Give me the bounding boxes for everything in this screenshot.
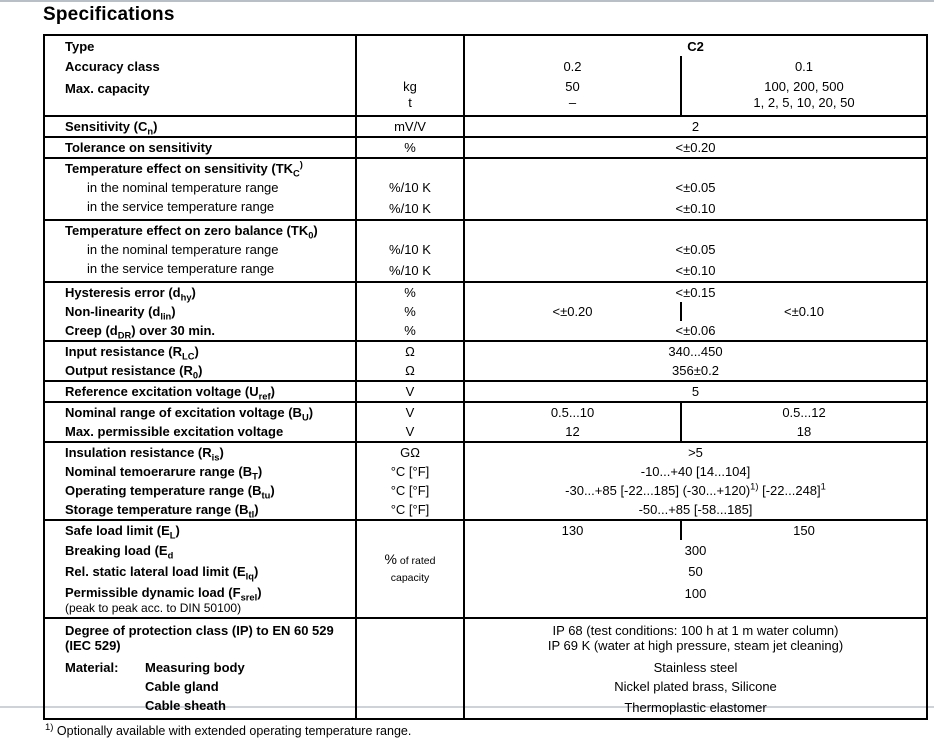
row-insulation	[44, 442, 927, 462]
max-excitation-value-right: 18	[681, 422, 927, 442]
row-storage-temp	[44, 500, 927, 520]
tkc-label: Temperature effect on sensitivity ($TK_C^)$	[44, 158, 356, 178]
page-title: Specifications	[43, 4, 175, 25]
insulation-label: Insulation resistance $(R_{is})$	[44, 442, 356, 462]
operating-temp-unit: °C [°F]	[356, 481, 464, 500]
tolerance-label: Tolerance on sensitivity	[44, 137, 356, 158]
insulation-unit: GΩ	[356, 442, 464, 462]
max-excitation-label: Max. permissible excitation voltage	[65, 424, 284, 439]
tk0-nominal-unit: %/10 K	[356, 240, 464, 259]
row-reference-voltage	[44, 381, 927, 402]
accuracy-unit-empty	[356, 56, 464, 77]
tolerance-unit: %	[356, 137, 464, 158]
row-sensitivity	[44, 116, 927, 137]
accuracy-label: Accuracy class	[65, 59, 160, 74]
row-tkc-header	[44, 158, 927, 178]
material-gland-value: Nickel plated brass, Silicone	[614, 679, 777, 694]
operating-temp-label: Operating temperature range $(B_{tu})$	[65, 483, 275, 501]
row-output-resistance	[44, 361, 927, 381]
nonlinearity-label: Non-linearity $(d_{lin})$	[65, 304, 176, 322]
max-excitation-value-left: 12	[565, 424, 580, 439]
specifications-table	[43, 34, 928, 720]
safe-load-value-left: 130	[464, 520, 681, 540]
type-unit-empty	[356, 35, 464, 56]
storage-temp-value: -50...+85 [-58...185]	[638, 502, 753, 517]
capacity-value-right: 100, 200, 500 1, 2, 5, 10, 20, 50	[681, 77, 927, 116]
lateral-load-label: Rel. static lateral load limit $(E_{lq})$	[65, 564, 259, 582]
tk0-unit-empty	[356, 220, 464, 240]
row-hysteresis	[44, 282, 927, 302]
row-input-resistance	[44, 341, 927, 361]
material-gland-unit-empty	[356, 677, 464, 696]
input-resistance-label: Input resistance $(R_{LC})$	[44, 341, 356, 361]
row-max-excitation	[44, 422, 927, 442]
row-nominal-temp	[44, 462, 927, 481]
reference-voltage-value: 5	[464, 381, 927, 402]
row-tkc-service	[44, 197, 927, 220]
row-tk0-header	[44, 220, 927, 240]
safe-load-value-right: 150	[681, 520, 927, 540]
type-value: C2	[687, 38, 704, 54]
accuracy-value-right: 0.1	[681, 56, 927, 77]
footnote-text: Optionally available with extended operating temperature range.	[53, 724, 412, 738]
output-resistance-label: Output resistance $(R_0)$	[65, 363, 203, 381]
storage-temp-unit: °C [°F]	[356, 500, 464, 520]
tkc-service-unit: %/10 K	[356, 197, 464, 220]
type-label: Type	[65, 38, 95, 54]
nominal-excitation-value-right: 0.5...12	[681, 402, 927, 422]
insulation-value: >5	[464, 442, 927, 462]
nominal-temp-value: -10...+40 [14...104]	[640, 464, 751, 479]
tkc-service-value: <±0.10	[675, 200, 716, 216]
protection-label: Degree of protection class (IP) to EN 60 529 (IEC 529)	[44, 618, 356, 658]
nonlinearity-unit: %	[356, 302, 464, 321]
material-body-label: Material: Measuring body	[65, 660, 245, 675]
tkc-nominal-value: <±0.05	[675, 180, 716, 195]
row-type	[44, 35, 927, 56]
row-nominal-excitation	[44, 402, 927, 422]
reference-voltage-unit: V	[356, 381, 464, 402]
breaking-load-label: Breaking load ($E_d$	[65, 543, 174, 561]
dynamic-load-label: Permissible dynamic load $(F_{srel})$ (peak to peak acc. to DIN 50100)	[65, 585, 262, 615]
safe-load-label: Safe load limit $(E_L)$	[44, 520, 356, 540]
creep-label: Creep $(d_{DR})$ over 30 min.	[65, 323, 216, 341]
hysteresis-unit: %	[356, 282, 464, 302]
material-body-value: Stainless steel	[653, 660, 738, 675]
nonlinearity-value-right: <±0.10	[681, 302, 927, 321]
material-sheath-unit-empty	[356, 696, 464, 719]
row-tkc-nominal	[44, 178, 927, 197]
material-body-unit-empty	[356, 658, 464, 677]
tkc-value-empty	[464, 158, 927, 178]
creep-unit: %	[356, 321, 464, 341]
tk0-service-value: <±0.10	[675, 262, 716, 278]
tkc-unit-empty	[356, 158, 464, 178]
nominal-excitation-value-left: 0.5...10	[464, 402, 681, 422]
row-max-capacity	[44, 77, 927, 116]
tk0-service-unit: %/10 K	[356, 259, 464, 282]
material-sheath-value: Thermoplastic elastomer	[624, 699, 767, 715]
tk0-nominal-value: <±0.05	[675, 242, 716, 257]
row-material-body	[44, 658, 927, 677]
sensitivity-unit: mV/V	[356, 116, 464, 137]
protection-value: IP 68 (test conditions: 100 h at 1 m water column) IP 69 K (water at high pressure, steam jet cleaning)	[464, 618, 927, 658]
hysteresis-value: <±0.15	[464, 282, 927, 302]
row-tk0-nominal	[44, 240, 927, 259]
row-operating-temp	[44, 481, 927, 500]
nonlinearity-value-left: <±0.20	[552, 304, 593, 319]
row-accuracy-class	[44, 56, 927, 77]
max-excitation-unit: V	[356, 422, 464, 442]
dynamic-load-value: 100	[684, 586, 707, 601]
row-material-gland	[44, 677, 927, 696]
accuracy-value-left: 0.2	[563, 59, 582, 74]
row-creep	[44, 321, 927, 341]
row-nonlinearity	[44, 302, 927, 321]
row-material-sheath	[44, 696, 927, 719]
breaking-load-value: 300	[684, 543, 707, 558]
tolerance-value: <±0.20	[464, 137, 927, 158]
nominal-temp-unit: °C [°F]	[356, 462, 464, 481]
tk0-nominal-label: in the nominal temperature range	[87, 242, 279, 257]
capacity-label: Max. capacity	[65, 81, 150, 96]
output-resistance-value: 356±0.2	[672, 363, 719, 378]
row-breaking-load	[44, 540, 927, 561]
tk0-service-label: in the service temperature range	[87, 261, 275, 276]
material-sheath-label: Cable sheath	[145, 698, 226, 713]
row-lateral-load	[44, 561, 927, 582]
input-resistance-unit: Ω	[356, 341, 464, 361]
output-resistance-unit: Ω	[356, 361, 464, 381]
row-protection	[44, 618, 927, 658]
tk0-value-empty	[464, 220, 927, 240]
capacity-value-left: 50 –	[565, 79, 580, 110]
tk0-label: Temperature effect on zero balance $(TK_0)$	[44, 220, 356, 240]
load-group-unit: % of rated capacity	[356, 520, 464, 618]
sensitivity-label: Sensitivity $(C_n)$	[44, 116, 356, 137]
creep-value: <±0.06	[675, 323, 716, 338]
row-safe-load	[44, 520, 927, 540]
footnote-marker: 1)	[45, 721, 54, 733]
sensitivity-value: 2	[464, 116, 927, 137]
tkc-nominal-unit: %/10 K	[356, 178, 464, 197]
row-dynamic-load	[44, 582, 927, 618]
hysteresis-label: Hysteresis error $(d_{hy})$	[44, 282, 356, 302]
tkc-nominal-label: in the nominal temperature range	[87, 180, 279, 195]
row-tolerance	[44, 137, 927, 158]
nominal-excitation-label: Nominal range of excitation voltage $(B_U)$	[44, 402, 356, 422]
tkc-service-label: in the service temperature range	[87, 199, 275, 214]
nominal-temp-label: Nominal temoerarure range $(B_T)$	[65, 464, 263, 482]
nominal-excitation-unit: V	[356, 402, 464, 422]
storage-temp-label: Storage temperature range $(B_{tl})$	[65, 502, 259, 520]
input-resistance-value: 340...450	[464, 341, 927, 361]
reference-voltage-label: Reference excitation voltage $(U_{ref})$	[44, 381, 356, 402]
row-tk0-service	[44, 259, 927, 282]
protection-unit-empty	[356, 618, 464, 658]
operating-temp-value: -30...+85 [-22...185] $(-30...+120)^{1)}$ $[-22...248]^1$	[565, 481, 826, 498]
material-gland-label: Cable gland	[145, 679, 219, 694]
footnote	[45, 721, 934, 738]
lateral-load-value: 50	[688, 564, 703, 579]
capacity-unit: kg t	[356, 77, 464, 116]
